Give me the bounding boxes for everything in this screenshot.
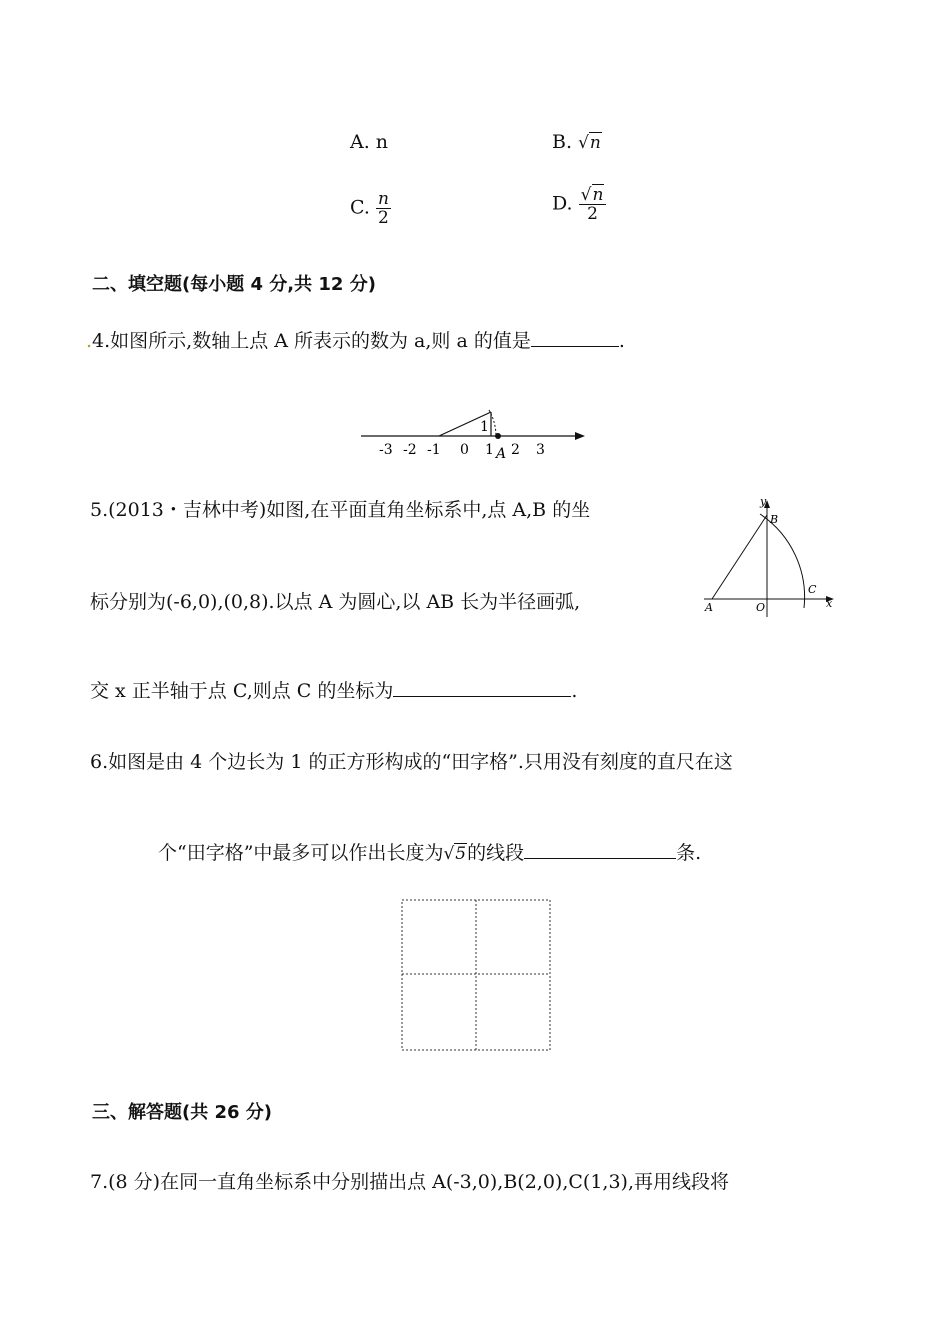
axis-arrow xyxy=(575,432,585,440)
tick-label-2: 2 xyxy=(511,442,520,458)
question-5-line-1: 5.(2013・吉林中考)如图,在平面直角坐标系中,点 A,B 的坐 xyxy=(90,499,591,521)
option-d: D. $\frac{√n}{2}$ xyxy=(552,186,606,223)
marker-dot: . xyxy=(86,330,93,352)
tick-label-1: 1 xyxy=(485,442,494,458)
tick-label-neg3: -3 xyxy=(379,442,393,458)
section-title-answer: 三、解答题(共 26 分) xyxy=(92,1102,273,1123)
coordinate-figure xyxy=(700,495,840,620)
tick-label-3: 3 xyxy=(536,442,545,458)
label-b: B xyxy=(770,513,779,526)
answer-blank-q4[interactable] xyxy=(531,328,619,347)
question-7: 7.(8 分)在同一直角坐标系中分别描出点 A(-3,0),B(2,0),C(1,3),再用线段将 xyxy=(90,1171,730,1193)
side-label: 1 xyxy=(480,419,489,435)
dotted-arc xyxy=(489,410,496,436)
label-o: O xyxy=(756,601,766,614)
section-title-fill-blank: 二、填空题(每小题 4 分,共 12 分) xyxy=(92,274,376,295)
point-a-label: A xyxy=(496,446,507,462)
answer-blank-q6[interactable] xyxy=(524,840,676,859)
option-a: A. n xyxy=(350,131,389,153)
option-b: B. √n xyxy=(552,131,601,153)
radical-n: √n xyxy=(578,133,601,153)
fraction-radical-n-over-2: $\frac{√n}{2}$ xyxy=(579,186,607,223)
tianzige-grid xyxy=(400,898,554,1054)
number-line-figure xyxy=(355,398,595,466)
question-5-line-3: 交 x 正半轴于点 C,则点 C 的坐标为 . xyxy=(90,680,578,702)
question-4: .4.如图所示,数轴上点 A 所表示的数为 a,则 a 的值是 . xyxy=(86,330,625,352)
label-a: A xyxy=(705,601,713,614)
question-5-line-2: 标分别为(-6,0),(0,8).以点 A 为圆心,以 AB 长为半径画弧, xyxy=(90,591,581,613)
question-6-line-2: 个“田字格”中最多可以作出长度为√5的线段 条. xyxy=(158,842,702,864)
option-c: C. $\frac{n}{2}$ xyxy=(350,189,389,228)
answer-blank-q5[interactable] xyxy=(393,678,571,697)
tick-label-neg2: -2 xyxy=(403,442,417,458)
y-axis-label: y xyxy=(760,495,767,508)
grid-border xyxy=(402,900,550,1050)
label-c: C xyxy=(808,583,817,596)
tick-label-neg1: -1 xyxy=(427,442,441,458)
tick-label-0: 0 xyxy=(460,442,469,458)
fraction-n-over-2: $\frac{n}{2}$ xyxy=(377,189,389,228)
point-a-dot xyxy=(495,433,501,439)
x-axis-label: x xyxy=(826,597,833,610)
radical-5: √5 xyxy=(443,844,467,864)
question-6-line-1: 6.如图是由 4 个边长为 1 的正方形构成的“田字格”.只用没有刻度的直尺在这 xyxy=(90,751,733,773)
segment-ab xyxy=(712,515,767,599)
